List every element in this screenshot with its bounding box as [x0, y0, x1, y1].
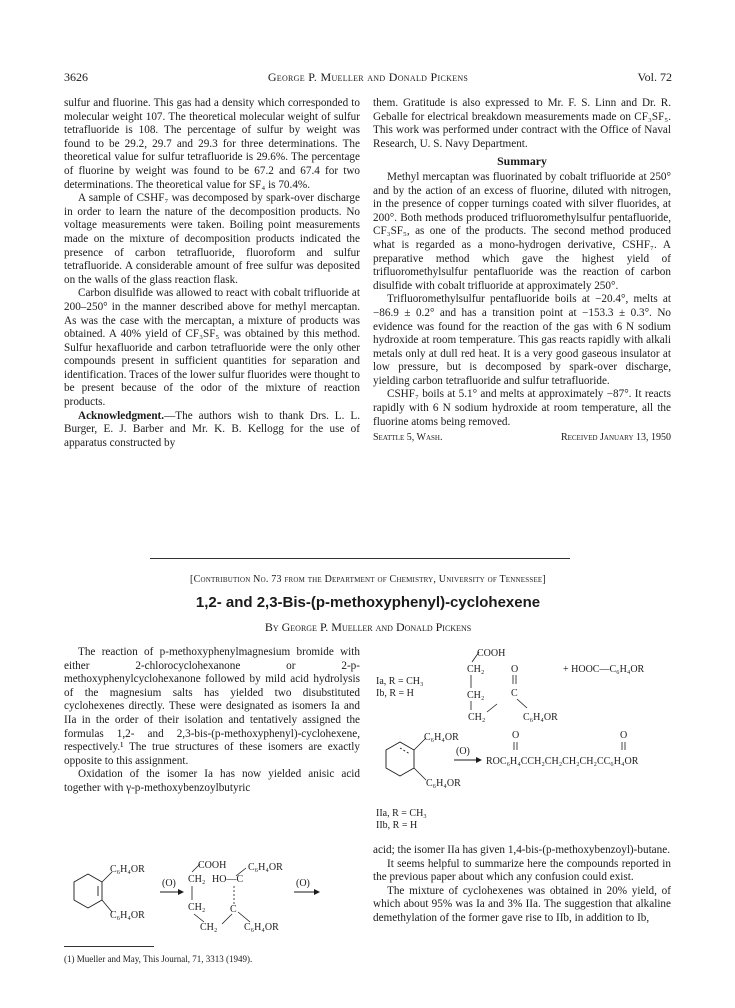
paragraph: The reaction of p-methoxyphenylmagnesium bromide with either 2-chlorocyclohexanone or 2-p-methoxyphenylcyclohexanone followed by mild acid hydrolysis of the magnesium salts has yielded two disubstituted cyclohexenes directly. These were designated as isomers Ia and IIa in the order of their isolation and tentatively assigned the formulas 1,2- and 2,3-bis-(p-methoxyphenyl)-cyclohexene, respectively.¹ The true structures of these isomers are exactly opposite to this assignment. [64, 646, 360, 767]
paragraph: The mixture of cyclohexenes was obtained in 20% yield, of which about 95% was Ia and 3% IIa. The suggestion that alkaline demethylation of the former gave rise to IIb, in addition to Ib, [373, 884, 671, 924]
paragraph: sulfur and fluorine. This gas had a density which corresponded to molecular weight 107. The theoretical molecular weight of sulfur tetrafluoride is 108. The percentage of sulfur by weight was found to be 29.2, 29.7 and 29.3 for three determinations. The theoretical value for sulfur tetrafluoride is 29.6%. The percentage of fluorine by weight was found to be 67.2 and 67.4 for two determinations. The theoretical value for SF₄ is 70.4%. [64, 97, 360, 191]
page-number: 3626 [64, 70, 88, 84]
acknowledgment-label: Acknowledgment. [78, 409, 165, 422]
aryl-label: C₆H₄OR [248, 862, 283, 873]
arrow-head [178, 889, 184, 895]
paragraph: acid; the isomer IIa has given 1,4-bis-(p-methoxybenzoyl)-butane. [373, 844, 670, 856]
signature-place: Seattle 5, Wash. [373, 432, 443, 444]
bond-line [222, 914, 232, 924]
acknowledgment-text: —The authors wish to thank Drs. L. L. Burger, E. J. Barber and Mr. K. B. Kellogg for the use of apparatus constructed by [64, 409, 360, 449]
iia-oxidation-scheme [372, 728, 672, 808]
ia-oxidation-scheme [64, 858, 360, 940]
paragraph: Trifluoromethylsulfur pentafluoride boils at −20.4°, melts at −86.9 ± 0.2° and has a transition point at −153.3 ± 0.3°. No evidence was found for the reaction of the gas with 6 N sodium hydroxide at room temperature. This gas reacts rapidly with alkali metals only at dull red heat. It is a very good gaseous insulator at low pressure, but is decomposed by spark-over discharge, yielding carbon tetrafluoride and sulfur tetrafluoride. [373, 293, 671, 387]
carbon-label: C [511, 688, 518, 699]
top-left-column [64, 97, 360, 450]
section-divider [150, 558, 570, 559]
aryl-label: C₆H₄OR [523, 712, 558, 723]
arrow-head [476, 757, 482, 763]
paragraph: A sample of CSHF₇ was decomposed by spark-over discharge in order to learn the nature of the decomposition products. No voltage measurements were taken. Boiling point measurements made on the mixture of decomposition products indicated the presence of carbon tetrafluoride, fluoroform and sulfur tetrafluoride. A considerable amount of free sulfur was deposited on the walls of the glass reaction flask. [64, 192, 360, 286]
footnote-divider [64, 946, 154, 947]
bottom-left-column [64, 646, 360, 796]
bond-line [238, 912, 250, 922]
oxidant-label: (O) [456, 746, 470, 757]
ch2-label: CH₂ [468, 712, 486, 723]
received-date: Received January 13, 1950 [560, 432, 671, 444]
keto-acid-structure [455, 644, 695, 739]
ch2-label: CH₂ [200, 922, 218, 933]
footnote: (1) Mueller and May, This Journal, 71, 3313 (1949). [64, 954, 253, 964]
acknowledgment [64, 410, 360, 451]
signature-line [373, 431, 671, 445]
article-title: 1,2- and 2,3-Bis-(p-methoxyphenyl)-cyclohexene [195, 594, 541, 611]
paragraph: Methyl mercaptan was fluorinated by cobalt trifluoride at 250° and by the action of an excess of fluorine, diluted with nitrogen, in the presence of copper turnings coated with silver fluorides, at 200°. Both methods produced trifluoromethylsulfur pentafluoride, CF₃SF₅, as one of the products. The second method produced what is regarded as a mono-hydrogen derivative, CSHF₇. A preparative method which gave the highest yield of trifluoromethylsulfur pentafluoride was the reaction of carbon disulfide with cobalt trifluoride at approximately 250°. [373, 170, 671, 292]
ia-drawing [64, 858, 360, 940]
compound-label-ia: Ia, R = CH₃ [376, 676, 424, 687]
running-header [64, 70, 672, 86]
bottom-right-column [373, 844, 671, 926]
cooh-label: COOH [198, 860, 227, 871]
ho-c-label: HO—C [212, 874, 244, 885]
compound-label-iia: IIa, R = CH₃ [376, 808, 427, 819]
carbon-label: C [230, 904, 237, 915]
running-title: George P. Mueller and Donald Pickens [267, 70, 469, 84]
compound-label-group [376, 808, 427, 832]
ch2-label: CH₂ [188, 902, 206, 913]
paragraph: It seems helpful to summarize here the compounds reported in the previous paper about which any confusion could exist. [373, 857, 671, 884]
compound-label-ib: Ib, R = H [376, 688, 414, 699]
bond-line [414, 768, 426, 780]
oxidant-label: (O) [296, 878, 310, 889]
summary-heading: Summary [497, 154, 547, 169]
top-right-column [373, 97, 671, 445]
carbonyl-o-label: O [511, 664, 519, 675]
aryl-label: C₆H₄OR [110, 910, 145, 921]
oxidant-label: (O) [162, 878, 176, 889]
diketone-label: ROC₆H₄CCH₂CH₂CH₂CH₂CC₆H₄OR [486, 756, 639, 767]
volume-label: Vol. 72 [637, 70, 672, 84]
bond-line [517, 699, 527, 708]
bond-line [194, 914, 204, 922]
ch2-label: CH₂ [467, 664, 485, 675]
arrow-head [314, 889, 320, 895]
paragraph: them. Gratitude is also expressed to Mr. F. S. Linn and Dr. R. Geballe for electrical breakdown measurements made on CF₃SF₅. This work was performed under contract with the Office of Naval Research, U. S. Navy Department. [373, 97, 671, 150]
compound-label-iib: IIb, R = H [376, 820, 418, 831]
carbonyl-o-label: O [512, 730, 520, 741]
article-byline: By George P. Mueller and Donald Pickens [264, 620, 472, 634]
paragraph: CSHF₇ boils at 5.1° and melts at approximately −87°. It reacts rapidly with 6 N sodium hydroxide at room temperature, all the fluorine atoms being removed. [373, 388, 671, 428]
ch2-label: CH₂ [467, 690, 485, 701]
contribution-line: [Contribution No. 73 from the Department of Chemistry, University of Tennessee] [190, 574, 546, 585]
carbonyl-o-label: O [620, 730, 628, 741]
cooh-label: COOH [477, 648, 506, 659]
paragraph: Carbon disulfide was allowed to react with cobalt trifluoride at 200–250° in the manner described above for methyl mercaptan. As was the case with the mercaptan, a mixture of products was obtained. A 40% yield of CF₃SF₅ was obtained by this method. Sulfur hexafluoride and carbon tetrafluoride were the only other compounds present in sufficient quantities for separation and identification. Traces of the lower sulfur fluorides were thought to be present because of the odor of the mixture of reaction products. [64, 287, 360, 409]
ch2-label: CH₂ [188, 874, 206, 885]
iia-drawing [372, 728, 672, 808]
bond-line [487, 704, 497, 712]
cyclohexene-ring [386, 742, 414, 776]
aryl-label: C₆H₄OR [244, 922, 279, 933]
bond-line [400, 748, 410, 754]
paragraph: Oxidation of the isomer Ia has now yielded anisic acid together with γ-p-methoxybenzoylbutyric [64, 768, 360, 794]
anisic-acid-label: + HOOC—C₆H₄OR [563, 664, 645, 675]
compound-label-group [376, 676, 423, 700]
aryl-label: C₆H₄OR [110, 864, 145, 875]
aryl-label: C₆H₄OR [426, 778, 461, 789]
aryl-label: C₆H₄OR [424, 732, 459, 743]
keto-acid-drawing [455, 644, 695, 739]
